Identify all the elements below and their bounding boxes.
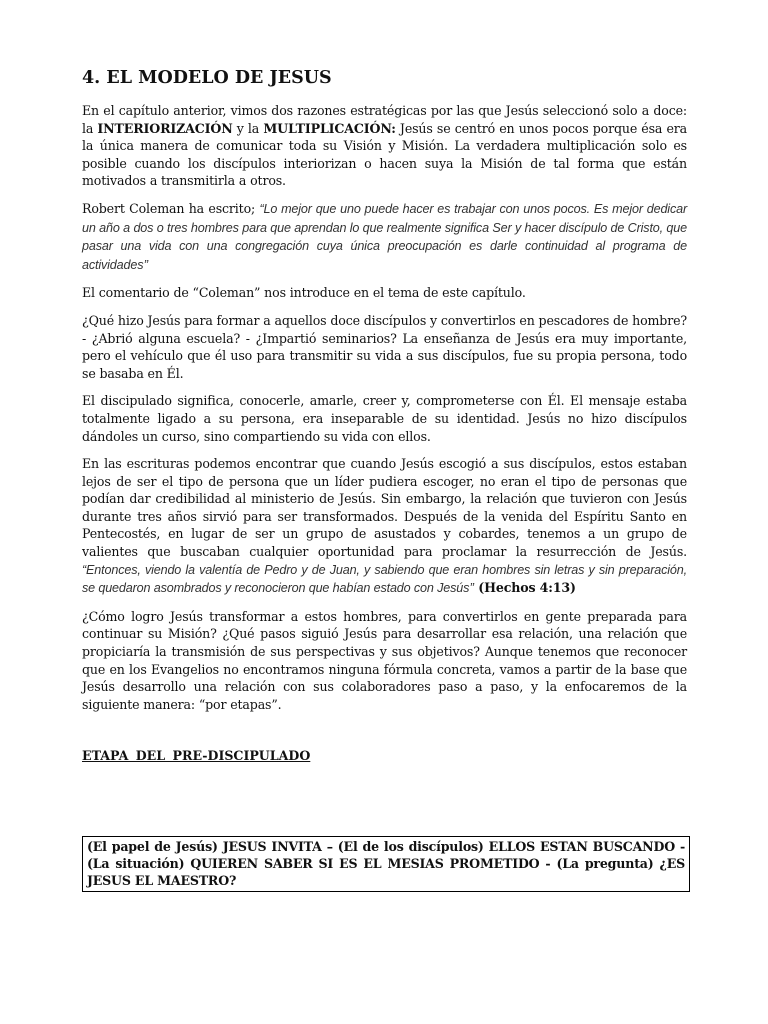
paragraph-escrituras: En las escrituras podemos encontrar que cuando Jesús escogió a sus discípulos, estos estaban lejos de ser el tipo de persona que un líder pudiera escoger, no eran el tipo de personas que podían dar credibilidad al ministerio de Jesús. Sin embargo, la relación que tuvieron con Jesús durante tres años sirvió para ser transformados. Después de la venida del Espíritu Santo en Pentecostés, en lugar de ser un grupo de asustados y cobardes, tenemos a un grupo de valientes que buscaban cualquier oportunidad para proclamar la resurrección de Jesús. “Entonces, viendo la valentía de Pedro y de Juan, y sabiendo que eran hombres sin letras y sin preparación, se quedaron asombrados y reconocieron que habían estado con Jesús’’ (Hechos 4:13) [82, 456, 687, 596]
keyword-multiplicacion: MULTIPLICACIÓN: [263, 120, 396, 136]
paragraph-intro: En el capítulo anterior, vimos dos razones estratégicas por las que Jesús seleccionó solo a doce: la INTERIORIZACIÓN y la MULTIPLICACIÓN: Jesús se centró en unos pocos porque ésa era la única manera de comunicar toda su Visión y Misión. La verdadera multiplicación solo es posible cuando los discípulos interiorizan o hacen suya la Misión de tal forma que están motivados a transmitirla a otros. [82, 103, 688, 189]
paragraph-como-logro: ¿Cómo logro Jesús transformar a estos hombres, para convertirlos en gente preparada para continuar su Misión? ¿Qué pasos siguió Jesús para desarrollar esa relación, una relación que propiciaría la transmisión de sus perspectivas y sus objetivos? Aunque tenemos que reconocer que en los Evangelios no encontramos ninguna fórmula concreta, vamos a partir de la base que Jesús desarrollo una relación con sus colaboradores paso a paso, y la enfocaremos de la siguiente manera: “por etapas”. [82, 608, 687, 712]
coleman-quote: “Lo mejor que uno puede hacer es trabajar con unos pocos. Es mejor dedicar un año a dos o tres hombres para que aprendan lo que realmente significa Ser y hacer discípulo de Cristo, que pasar una vida con una congregación cuya única preocupación es darle continuidad al programa de actividades’’ [82, 201, 687, 272]
document-body [82, 66, 687, 765]
paragraph-questions: ¿Qué hizo Jesús para formar a aquellos doce discípulos y convertirlos en pescadores de hombre? - ¿Abrió alguna escuela? - ¿Impartió seminarios? La enseñanza de Jesús era muy importante, pero el vehículo que él uso para transmitir su vida a sus discípulos, fue su propia persona, todo se basaba en Él. [82, 312, 687, 381]
paragraph-discipulado: El discipulado significa, conocerle, amarle, creer y, comprometerse con Él. El mensaje estaba totalmente ligado a su persona, era inseparable de su identidad. Jesús no hizo discípulos dándoles un curso, sino compartiendo su vida con ellos. [82, 393, 687, 444]
keyword-interiorizacion: INTERIORIZACIÓN [97, 120, 233, 136]
stage-summary-box: (El papel de Jesús) JESUS INVITA – (El de los discípulos) ELLOS ESTAN BUSCANDO - (La situación) QUIEREN SABER SI ES EL MESIAS PROMETIDO - (La pregunta) ¿ES JESUS EL MAESTRO? [82, 836, 690, 892]
paragraph-coleman-comment: El comentario de “Coleman” nos introduce en el tema de este capítulo. [82, 285, 526, 301]
chapter-heading: 4. EL MODELO DE JESUS [82, 68, 332, 88]
paragraph-coleman-quote: Robert Coleman ha escrito; “Lo mejor que uno puede hacer es trabajar con unos pocos. Es mejor dedicar un año a dos o tres hombres para que aprendan lo que realmente significa Ser y hacer discípulo de Cristo, que pasar una vida con una congregación cuya única preocupación es darle continuidad al programa de actividades’’ [82, 200, 687, 272]
stage-title: ETAPA DEL PRE-DISCIPULADO [82, 748, 311, 764]
scripture-quote: “Entonces, viendo la valentía de Pedro y de Juan, y sabiendo que eran hombres sin letras y sin preparación, se quedaron asombrados y reconocieron que habían estado con Jesús’’ [82, 562, 687, 596]
scripture-reference: (Hechos 4:13) [474, 580, 576, 596]
